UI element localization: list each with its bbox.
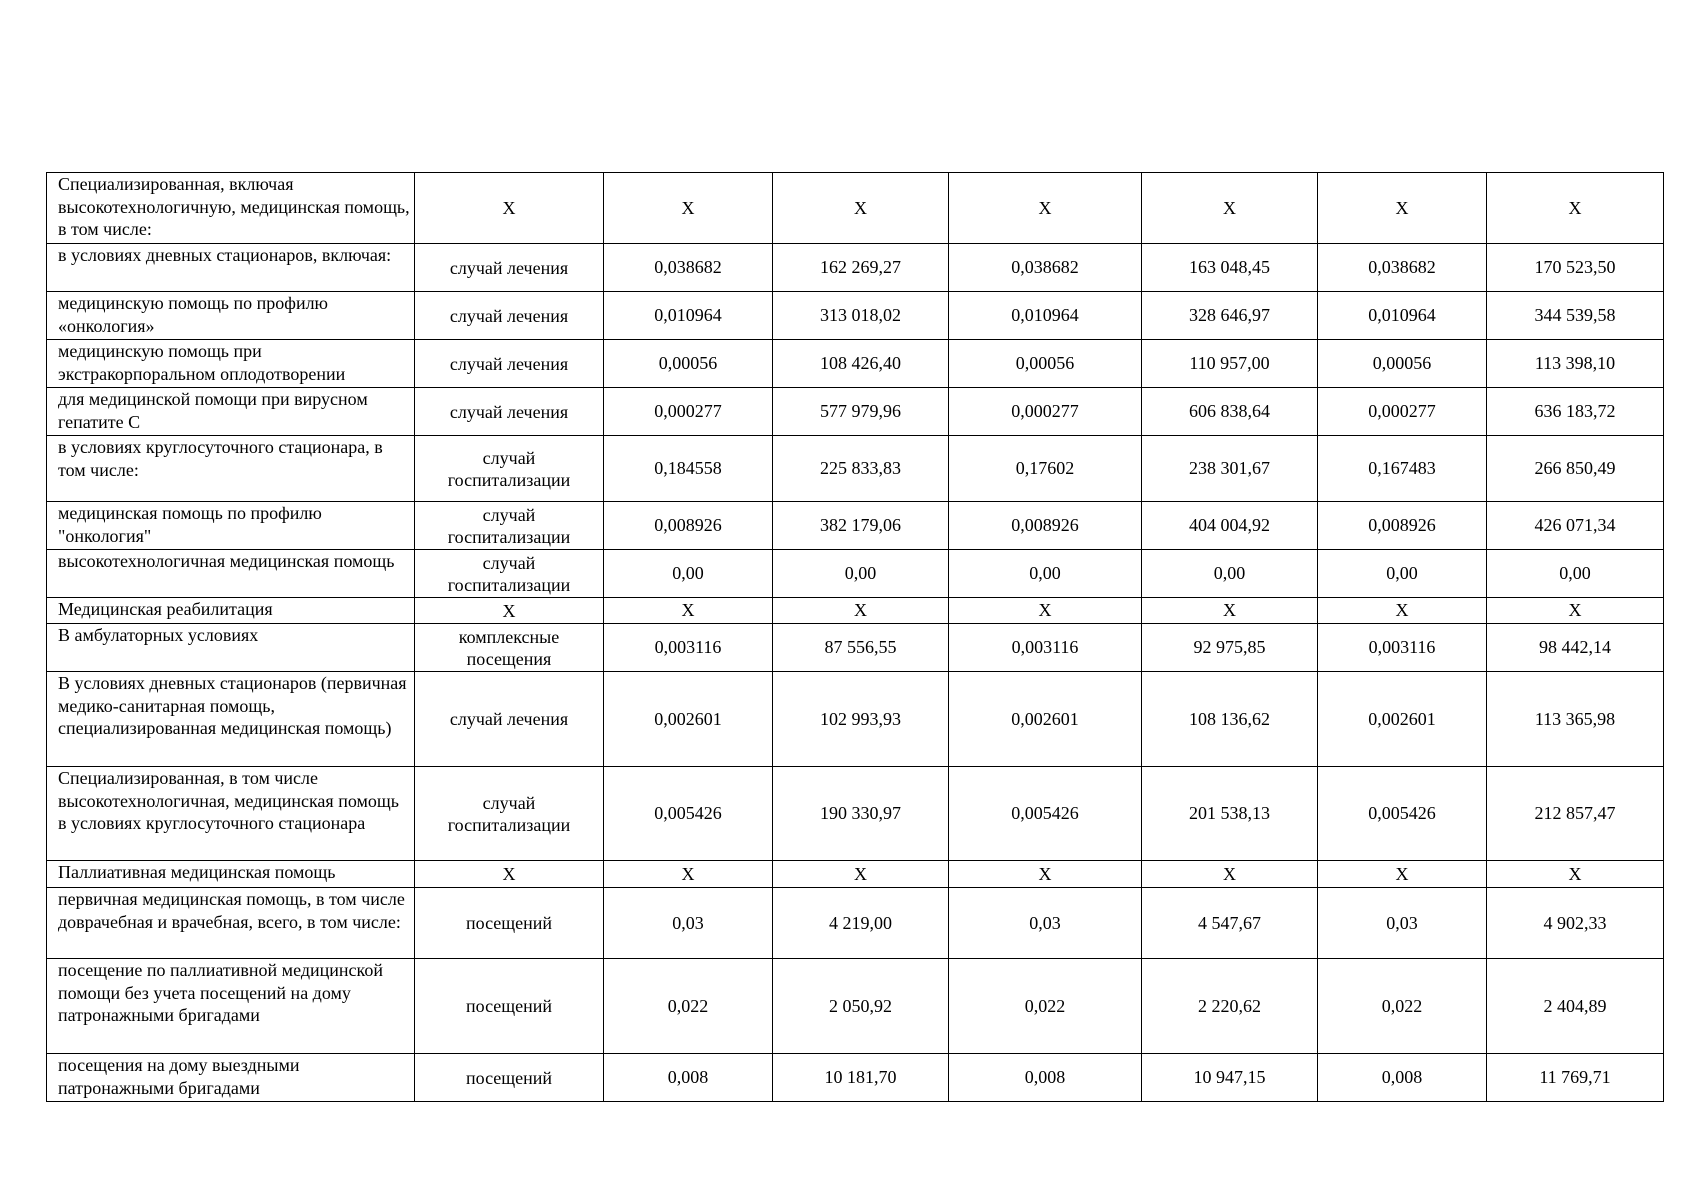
row-label-cell: для медицинской помощи при вирусном гепатите С [47, 388, 415, 436]
cost-norm-cell: 10 947,15 [1142, 1054, 1318, 1102]
cost-norm-cell: 98 442,14 [1487, 624, 1664, 672]
row-label-cell: В условиях дневных стационаров (первичная медико-санитарная помощь, специализированная медицинская помощь) [47, 672, 415, 767]
volume-norm-cell: 0,03 [604, 888, 773, 959]
cost-norm-cell: 266 850,49 [1487, 436, 1664, 502]
cost-norm-cell: 2 050,92 [773, 959, 949, 1054]
table-row [47, 861, 1664, 888]
volume-norm-cell: 0,03 [1318, 888, 1487, 959]
volume-norm-cell: 0,010964 [1318, 292, 1487, 340]
volume-norm-cell: 0,167483 [1318, 436, 1487, 502]
volume-norm-cell: 0,008 [949, 1054, 1142, 1102]
cost-norm-cell: 170 523,50 [1487, 244, 1664, 292]
table-body [47, 173, 1664, 1102]
row-label-cell: Специализированная, в том числе высокотехнологичная, медицинская помощь в условиях круглосуточного стационара [47, 767, 415, 861]
volume-norm-cell: Х [949, 173, 1142, 244]
volume-norm-cell: 0,000277 [604, 388, 773, 436]
volume-norm-cell: 0,008 [1318, 1054, 1487, 1102]
cost-norm-cell: Х [773, 173, 949, 244]
cost-norm-cell: 2 220,62 [1142, 959, 1318, 1054]
cost-norm-cell: Х [1487, 861, 1664, 888]
cost-norm-cell: 113 365,98 [1487, 672, 1664, 767]
unit-cell: Х [415, 861, 604, 888]
cost-norm-cell: 162 269,27 [773, 244, 949, 292]
unit-cell: Х [415, 598, 604, 624]
volume-norm-cell: 0,010964 [949, 292, 1142, 340]
row-label-cell: В амбулаторных условиях [47, 624, 415, 672]
cost-norm-cell: 0,00 [773, 550, 949, 598]
unit-cell: случай лечения [415, 672, 604, 767]
volume-norm-cell: Х [604, 861, 773, 888]
cost-norm-cell: 313 018,02 [773, 292, 949, 340]
unit-cell: случай госпитализации [415, 550, 604, 598]
unit-cell: случай лечения [415, 340, 604, 388]
cost-norm-cell: Х [1142, 861, 1318, 888]
cost-norm-cell: 382 179,06 [773, 502, 949, 550]
unit-cell: Х [415, 173, 604, 244]
cost-norm-cell: Х [1142, 598, 1318, 624]
volume-norm-cell: 0,008926 [604, 502, 773, 550]
table-row [47, 244, 1664, 292]
volume-norm-cell: Х [604, 598, 773, 624]
cost-norm-cell: 110 957,00 [1142, 340, 1318, 388]
cost-norm-cell: 344 539,58 [1487, 292, 1664, 340]
table-row [47, 959, 1664, 1054]
unit-cell: случай госпитализации [415, 436, 604, 502]
volume-norm-cell: 0,00 [604, 550, 773, 598]
cost-norm-cell: 108 426,40 [773, 340, 949, 388]
volume-norm-cell: 0,022 [604, 959, 773, 1054]
unit-cell: случай лечения [415, 244, 604, 292]
cost-norm-cell: 10 181,70 [773, 1054, 949, 1102]
row-label-cell: посещения на дому выездными патронажными бригадами [47, 1054, 415, 1102]
volume-norm-cell: 0,002601 [1318, 672, 1487, 767]
cost-norm-cell: Х [773, 861, 949, 888]
volume-norm-cell: 0,00056 [949, 340, 1142, 388]
volume-norm-cell: Х [949, 861, 1142, 888]
cost-norm-cell: 426 071,34 [1487, 502, 1664, 550]
table-row [47, 292, 1664, 340]
table-row [47, 436, 1664, 502]
unit-cell: посещений [415, 1054, 604, 1102]
cost-norm-cell: 113 398,10 [1487, 340, 1664, 388]
cost-norm-cell: 108 136,62 [1142, 672, 1318, 767]
cost-norm-cell: Х [1487, 173, 1664, 244]
volume-norm-cell: 0,003116 [1318, 624, 1487, 672]
cost-norm-cell: 328 646,97 [1142, 292, 1318, 340]
volume-norm-cell: 0,03 [949, 888, 1142, 959]
cost-norm-cell: 225 833,83 [773, 436, 949, 502]
volume-norm-cell: 0,038682 [949, 244, 1142, 292]
table-row [47, 388, 1664, 436]
volume-norm-cell: Х [604, 173, 773, 244]
volume-norm-cell: 0,00056 [1318, 340, 1487, 388]
row-label-cell: Специализированная, включая высокотехнологичную, медицинская помощь, в том числе: [47, 173, 415, 244]
table-row [47, 672, 1664, 767]
unit-cell: комплексные посещения [415, 624, 604, 672]
cost-norm-cell: 0,00 [1142, 550, 1318, 598]
row-label-cell: медицинская помощь по профилю "онкология" [47, 502, 415, 550]
volume-norm-cell: 0,022 [949, 959, 1142, 1054]
volume-norm-cell: 0,000277 [1318, 388, 1487, 436]
table-row [47, 767, 1664, 861]
cost-norm-cell: 577 979,96 [773, 388, 949, 436]
row-label-cell: высокотехнологичная медицинская помощь [47, 550, 415, 598]
volume-norm-cell: 0,00 [949, 550, 1142, 598]
row-label-cell: в условиях круглосуточного стационара, в том числе: [47, 436, 415, 502]
unit-cell: посещений [415, 959, 604, 1054]
volume-norm-cell: 0,17602 [949, 436, 1142, 502]
volume-norm-cell: Х [1318, 861, 1487, 888]
cost-norm-cell: 2 404,89 [1487, 959, 1664, 1054]
row-label-cell: посещение по паллиативной медицинской помощи без учета посещений на дому патронажными бригадами [47, 959, 415, 1054]
cost-norm-cell: 163 048,45 [1142, 244, 1318, 292]
medical-care-norms-table [46, 172, 1664, 1102]
unit-cell: посещений [415, 888, 604, 959]
row-label-cell: медицинскую помощь по профилю «онкология» [47, 292, 415, 340]
volume-norm-cell: 0,005426 [949, 767, 1142, 861]
cost-norm-cell: Х [773, 598, 949, 624]
cost-norm-cell: 212 857,47 [1487, 767, 1664, 861]
volume-norm-cell: 0,003116 [949, 624, 1142, 672]
table-row [47, 888, 1664, 959]
cost-norm-cell: 201 538,13 [1142, 767, 1318, 861]
cost-norm-cell: 404 004,92 [1142, 502, 1318, 550]
volume-norm-cell: 0,005426 [1318, 767, 1487, 861]
cost-norm-cell: Х [1142, 173, 1318, 244]
cost-norm-cell: 4 219,00 [773, 888, 949, 959]
volume-norm-cell: 0,000277 [949, 388, 1142, 436]
volume-norm-cell: 0,008926 [949, 502, 1142, 550]
cost-norm-cell: 4 902,33 [1487, 888, 1664, 959]
cost-norm-cell: 11 769,71 [1487, 1054, 1664, 1102]
cost-norm-cell: 0,00 [1487, 550, 1664, 598]
volume-norm-cell: 0,005426 [604, 767, 773, 861]
cost-norm-cell: 636 183,72 [1487, 388, 1664, 436]
cost-norm-cell: 4 547,67 [1142, 888, 1318, 959]
unit-cell: случай лечения [415, 388, 604, 436]
cost-norm-cell: 102 993,93 [773, 672, 949, 767]
table-row [47, 502, 1664, 550]
volume-norm-cell: 0,002601 [604, 672, 773, 767]
cost-norm-cell: 238 301,67 [1142, 436, 1318, 502]
table-row [47, 340, 1664, 388]
cost-norm-cell: Х [1487, 598, 1664, 624]
row-label-cell: в условиях дневных стационаров, включая: [47, 244, 415, 292]
cost-norm-cell: 87 556,55 [773, 624, 949, 672]
row-label-cell: первичная медицинская помощь, в том числе доврачебная и врачебная, всего, в том числе: [47, 888, 415, 959]
table-row [47, 624, 1664, 672]
cost-norm-cell: 92 975,85 [1142, 624, 1318, 672]
volume-norm-cell: 0,010964 [604, 292, 773, 340]
volume-norm-cell: 0,008926 [1318, 502, 1487, 550]
row-label-cell: Медицинская реабилитация [47, 598, 415, 624]
table-row [47, 550, 1664, 598]
table-row [47, 173, 1664, 244]
volume-norm-cell: 0,038682 [604, 244, 773, 292]
row-label-cell: Паллиативная медицинская помощь [47, 861, 415, 888]
cost-norm-cell: 190 330,97 [773, 767, 949, 861]
volume-norm-cell: 0,184558 [604, 436, 773, 502]
volume-norm-cell: 0,002601 [949, 672, 1142, 767]
row-label-cell: медицинскую помощь при экстракорпоральном оплодотворении [47, 340, 415, 388]
volume-norm-cell: 0,008 [604, 1054, 773, 1102]
table-row [47, 1054, 1664, 1102]
volume-norm-cell: 0,003116 [604, 624, 773, 672]
volume-norm-cell: Х [949, 598, 1142, 624]
table-row [47, 598, 1664, 624]
volume-norm-cell: 0,038682 [1318, 244, 1487, 292]
volume-norm-cell: 0,022 [1318, 959, 1487, 1054]
volume-norm-cell: 0,00 [1318, 550, 1487, 598]
volume-norm-cell: Х [1318, 598, 1487, 624]
unit-cell: случай лечения [415, 292, 604, 340]
volume-norm-cell: Х [1318, 173, 1487, 244]
volume-norm-cell: 0,00056 [604, 340, 773, 388]
unit-cell: случай госпитализации [415, 767, 604, 861]
cost-norm-cell: 606 838,64 [1142, 388, 1318, 436]
unit-cell: случай госпитализации [415, 502, 604, 550]
